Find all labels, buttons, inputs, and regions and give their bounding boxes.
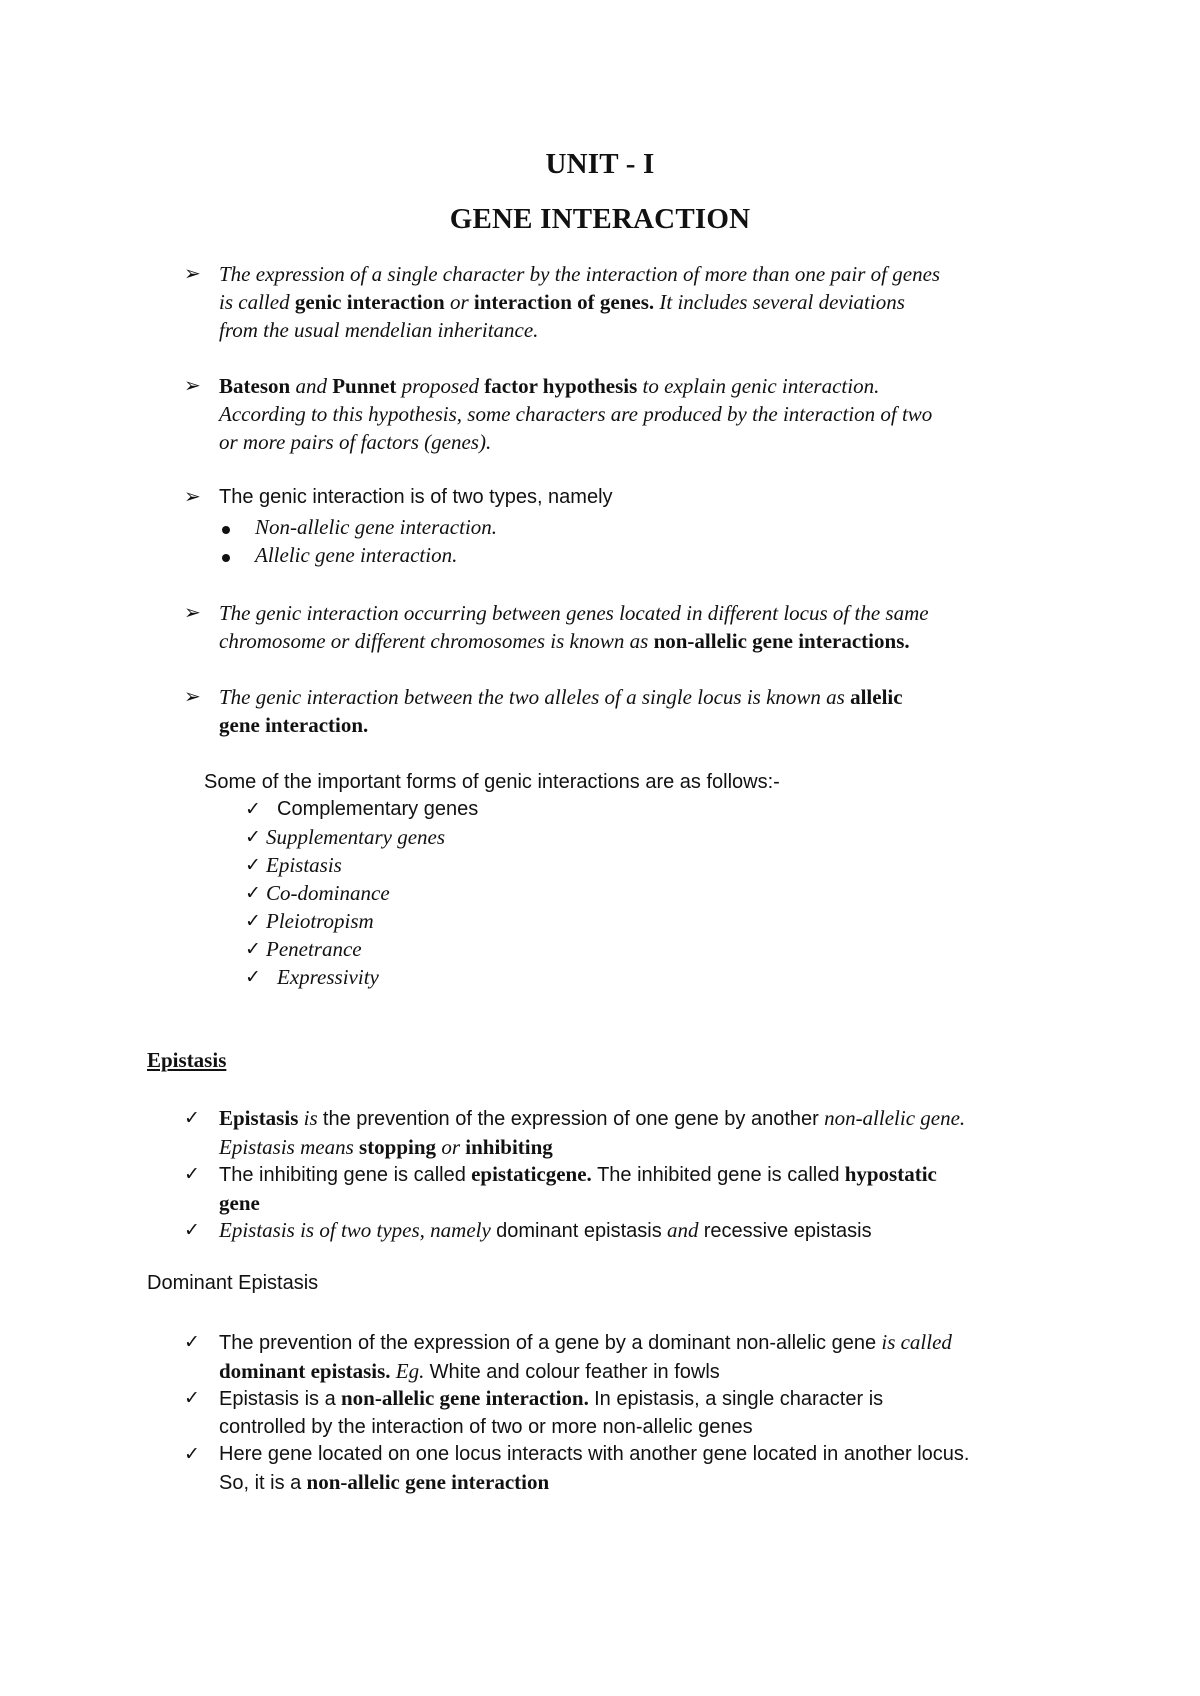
check-icon: ✓ <box>184 1331 200 1353</box>
forms-item: Supplementary genes <box>266 825 446 849</box>
check-icon: ✓ <box>245 798 261 820</box>
type-item-non-allelic: Non-allelic gene interaction. <box>255 515 498 539</box>
check-icon: ✓ <box>245 826 261 848</box>
check-icon: ✓ <box>184 1387 200 1409</box>
point-3: The genic interaction is of two types, namely <box>219 486 613 508</box>
check-icon: ✓ <box>184 1443 200 1465</box>
forms-item: Expressivity <box>277 965 379 989</box>
check-icon: ✓ <box>245 938 261 960</box>
dot-bullet-icon <box>222 554 230 562</box>
forms-item: Epistasis <box>266 853 342 877</box>
type-item-allelic: Allelic gene interaction. <box>255 543 458 567</box>
check-icon: ✓ <box>184 1163 200 1185</box>
dominant-point-2: Epistasis is a non-allelic gene interaction. In epistasis, a single character is controlled by the interaction of two or more non-allelic genes <box>219 1386 884 1438</box>
unit-title: UNIT - I <box>545 148 655 180</box>
epistasis-point-1: Epistasis is the prevention of the expression of one gene by another non-allelic gene. Epistasis means stopping or inhibiting <box>219 1106 966 1159</box>
section-heading-epistasis: Epistasis <box>147 1048 227 1072</box>
forms-item: Pleiotropism <box>266 909 374 933</box>
check-icon: ✓ <box>245 910 261 932</box>
arrow-bullet-icon: ➢ <box>184 375 201 397</box>
point-2: Bateson and Punnet proposed factor hypothesis to explain genic interaction. According to this hypothesis, some characters are produced by the interaction of two or more pairs of factors (genes). <box>219 374 933 454</box>
page-title: GENE INTERACTION <box>449 203 751 235</box>
forms-intro: Some of the important forms of genic interactions are as follows:- <box>204 771 780 793</box>
arrow-bullet-icon: ➢ <box>184 602 201 624</box>
check-icon: ✓ <box>184 1219 200 1241</box>
dominant-point-3: Here gene located on one locus interacts with another gene located in another locus. So, it is a non-allelic gene interaction <box>219 1443 970 1494</box>
point-5: The genic interaction between the two alleles of a single locus is known as allelic gene interaction. <box>219 685 903 737</box>
dot-bullet-icon <box>222 526 230 534</box>
forms-item: Complementary genes <box>277 798 479 820</box>
check-icon: ✓ <box>184 1107 200 1129</box>
forms-item: Penetrance <box>266 937 362 961</box>
point-1: The expression of a single character by the interaction of more than one pair of genes is called genic interaction or interaction of genes. It includes several deviations from the usual mendelian inheritance. <box>219 262 941 342</box>
check-icon: ✓ <box>245 854 261 876</box>
arrow-bullet-icon: ➢ <box>184 486 201 508</box>
arrow-bullet-icon: ➢ <box>184 686 201 708</box>
dominant-point-1: The prevention of the expression of a gene by a dominant non-allelic gene is called dominant epistasis. Eg. White and colour feather in fowls <box>219 1330 952 1383</box>
check-icon: ✓ <box>245 966 261 988</box>
section-heading-dominant-epistasis: Dominant Epistasis <box>147 1272 319 1294</box>
point-4: The genic interaction occurring between genes located in different locus of the same chromosome or different chromosomes is known as non-allelic gene interactions. <box>219 601 929 653</box>
forms-item: Co-dominance <box>266 881 390 905</box>
epistasis-point-3: Epistasis is of two types, namely dominant epistasis and recessive epistasis <box>219 1218 872 1242</box>
arrow-bullet-icon: ➢ <box>184 263 201 285</box>
epistasis-point-2: The inhibiting gene is called epistaticgene. The inhibited gene is called hypostatic gene <box>219 1162 937 1215</box>
check-icon: ✓ <box>245 882 261 904</box>
